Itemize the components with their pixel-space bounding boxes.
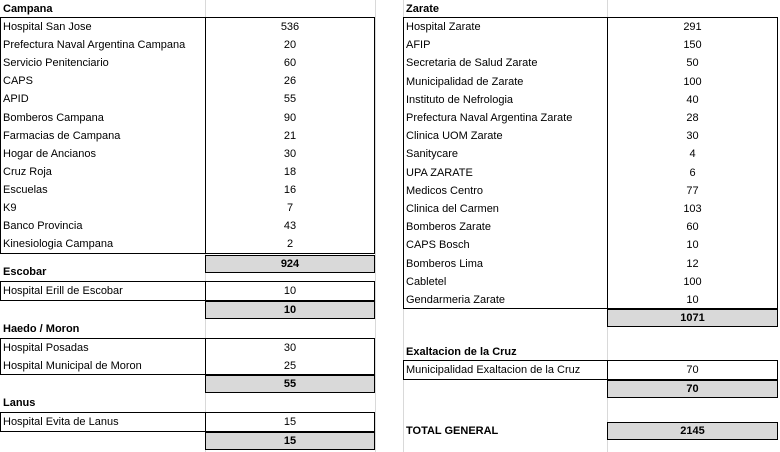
- table-row-name: APID: [3, 93, 29, 106]
- table-row-name: Cruz Roja: [3, 165, 52, 178]
- zarate-title: Zarate: [406, 3, 440, 15]
- total-general-value: 2145: [607, 422, 778, 440]
- haedo-moron-total: 55: [205, 375, 375, 393]
- table-row-name: Hospital San Jose: [3, 21, 92, 33]
- exaltacion-title: Exaltacion de la Cruz: [406, 346, 517, 358]
- table-row-value: 20: [283, 39, 297, 52]
- table-row-value: 90: [283, 111, 297, 124]
- table-row-value: 30: [283, 147, 297, 160]
- table-row-name: Municipalidad Exaltacion de la Cruz: [406, 364, 581, 376]
- table-row-name: Sanitycare: [406, 148, 458, 161]
- table-row-name: Bomberos Zarate: [406, 221, 491, 234]
- table-row-value: 18: [283, 165, 297, 178]
- table-row-value: 12: [686, 257, 699, 270]
- campana-title: Campana: [3, 3, 53, 15]
- campana-total: 924: [205, 255, 375, 273]
- escobar-title: Escobar: [3, 266, 47, 278]
- table-row-name: CAPS: [3, 75, 33, 88]
- table-row-name: Bomberos Campana: [3, 111, 104, 124]
- escobar-total: 10: [205, 301, 375, 319]
- table-row-name: Prefectura Naval Argentina Campana: [3, 39, 186, 52]
- table-row-value: 10: [283, 285, 297, 297]
- table-row-name: K9: [3, 202, 17, 214]
- table-row-name: Bomberos Lima: [406, 257, 484, 270]
- table-row-value: 30: [686, 130, 699, 143]
- table-row-value: 15: [283, 416, 297, 428]
- table-row-name: Farmacias de Campana: [3, 129, 121, 142]
- zarate-total: 1071: [607, 309, 778, 327]
- total-general-label: TOTAL GENERAL: [406, 425, 499, 437]
- table-row-value: 150: [683, 39, 702, 52]
- table-row-value: 10: [686, 239, 699, 252]
- table-row-value: 30: [283, 342, 297, 354]
- haedo-moron-title: Haedo / Moron: [3, 323, 80, 335]
- table-row-name: Hospital Evita de Lanus: [3, 416, 119, 428]
- table-row-name: Hospital Municipal de Moron: [3, 360, 142, 372]
- table-row-value: 4: [689, 148, 696, 161]
- table-row-name: CAPS Bosch: [406, 239, 470, 252]
- table-row-value: 2: [286, 238, 294, 251]
- lanus-total: 15: [205, 432, 375, 450]
- table-row-value: 6: [689, 166, 696, 179]
- table-row-name: Cabletel: [406, 275, 447, 288]
- table-row-value: 291: [683, 21, 702, 33]
- table-row-value: 100: [683, 75, 702, 88]
- table-row-name: AFIP: [406, 39, 431, 52]
- table-row-name: Banco Provincia: [3, 220, 83, 233]
- table-row-name: Secretaria de Salud Zarate: [406, 57, 538, 70]
- table-row-name: Hospital Zarate: [406, 21, 481, 33]
- table-row-value: 55: [283, 93, 297, 106]
- table-row-name: Medicos Centro: [406, 184, 484, 197]
- table-row-name: Municipalidad de Zarate: [406, 75, 524, 88]
- table-row-value: 536: [280, 21, 300, 33]
- table-row-value: 28: [686, 112, 699, 124]
- table-row-name: Gendarmeria Zarate: [406, 294, 506, 306]
- table-row-value: 60: [686, 221, 699, 234]
- table-row-value: 103: [683, 203, 702, 215]
- table-row-name: Servicio Penitenciario: [3, 57, 109, 70]
- table-row-name: Hospital Posadas: [3, 342, 89, 354]
- table-row-name: Clinica UOM Zarate: [406, 130, 503, 143]
- table-row-name: Hospital Erill de Escobar: [3, 285, 123, 297]
- table-row-value: 25: [283, 360, 297, 372]
- table-row-name: Instituto de Nefrologia: [406, 93, 514, 106]
- table-row-name: Kinesiologia Campana: [3, 238, 114, 251]
- table-row-value: 40: [686, 93, 699, 106]
- table-row-value: 16: [283, 183, 297, 196]
- table-row-value: 10: [686, 294, 699, 306]
- exaltacion-total: 70: [607, 380, 778, 398]
- table-row-value: 60: [283, 57, 297, 70]
- table-row-name: Escuelas: [3, 183, 48, 196]
- table-row-value: 21: [283, 129, 297, 142]
- table-row-value: 77: [686, 184, 699, 197]
- table-row-name: UPA ZARATE: [406, 166, 473, 179]
- table-row-value: 43: [283, 220, 297, 233]
- table-row-value: 70: [686, 364, 699, 376]
- table-row-name: Hogar de Ancianos: [3, 147, 96, 160]
- table-row-value: 100: [683, 275, 702, 288]
- table-row-value: 50: [686, 57, 699, 70]
- table-row-value: 7: [286, 202, 294, 214]
- gridline: [375, 0, 376, 452]
- table-row-value: 26: [283, 75, 297, 88]
- table-row-name: Clinica del Carmen: [406, 203, 499, 215]
- lanus-title: Lanus: [3, 397, 36, 409]
- table-row-name: Prefectura Naval Argentina Zarate: [406, 112, 573, 124]
